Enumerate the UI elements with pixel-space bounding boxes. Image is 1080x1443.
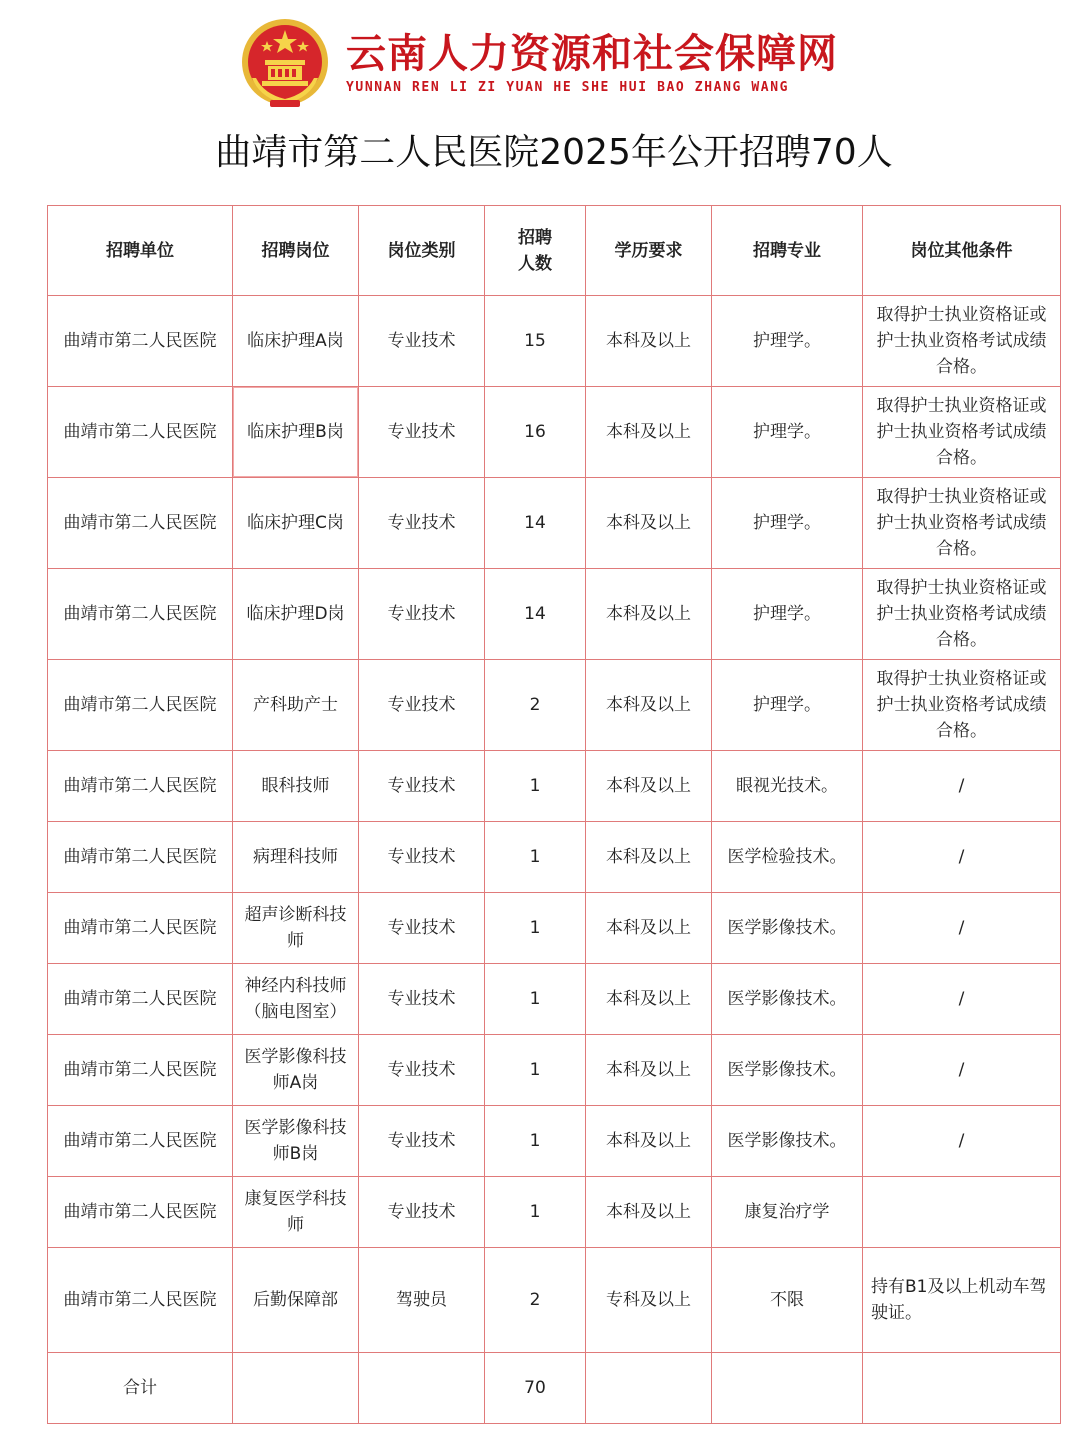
total-empty-post	[233, 1353, 359, 1424]
cell-major: 医学影像技术。	[712, 1106, 863, 1177]
cell-education: 专科及以上	[586, 1248, 712, 1353]
table-row	[48, 822, 1061, 893]
cell-category: 专业技术	[359, 387, 485, 478]
cell-conditions: 取得护士执业资格证或护士执业资格考试成绩合格。	[863, 569, 1061, 660]
header-major: 招聘专业	[712, 206, 863, 296]
cell-post: 临床护理B岗	[233, 387, 359, 478]
cell-count: 2	[485, 1248, 586, 1353]
cell-post: 临床护理C岗	[233, 478, 359, 569]
cell-major: 护理学。	[712, 387, 863, 478]
table-row	[48, 751, 1061, 822]
cell-conditions: 持有B1及以上机动车驾驶证。	[863, 1248, 1061, 1353]
cell-category: 专业技术	[359, 1035, 485, 1106]
cell-count: 2	[485, 660, 586, 751]
cell-unit: 曲靖市第二人民医院	[48, 751, 233, 822]
cell-education: 本科及以上	[586, 822, 712, 893]
cell-major: 眼视光技术。	[712, 751, 863, 822]
cell-education: 本科及以上	[586, 478, 712, 569]
header-category: 岗位类别	[359, 206, 485, 296]
recruitment-table	[47, 205, 1061, 1424]
total-empty-category	[359, 1353, 485, 1424]
cell-conditions: 取得护士执业资格证或护士执业资格考试成绩合格。	[863, 387, 1061, 478]
cell-category: 专业技术	[359, 1177, 485, 1248]
cell-major: 医学影像技术。	[712, 1035, 863, 1106]
total-label: 合计	[48, 1353, 233, 1424]
table-row	[48, 1106, 1061, 1177]
table-row	[48, 1177, 1061, 1248]
cell-conditions: /	[863, 822, 1061, 893]
cell-category: 专业技术	[359, 822, 485, 893]
site-pinyin: YUNNAN REN LI ZI YUAN HE SHE HUI BAO ZHANG WANG	[346, 80, 790, 95]
cell-education: 本科及以上	[586, 1177, 712, 1248]
cell-category: 专业技术	[359, 1106, 485, 1177]
masthead	[0, 0, 1080, 112]
header-education: 学历要求	[586, 206, 712, 296]
site-name: 云南人力资源和社会保障网	[346, 30, 838, 77]
cell-conditions	[863, 1177, 1061, 1248]
header-unit: 招聘单位	[48, 206, 233, 296]
cell-count: 1	[485, 1035, 586, 1106]
cell-major: 医学影像技术。	[712, 964, 863, 1035]
cell-major: 护理学。	[712, 569, 863, 660]
cell-unit: 曲靖市第二人民医院	[48, 478, 233, 569]
cell-category: 专业技术	[359, 296, 485, 387]
cell-unit: 曲靖市第二人民医院	[48, 387, 233, 478]
cell-unit: 曲靖市第二人民医院	[48, 893, 233, 964]
cell-major: 护理学。	[712, 478, 863, 569]
cell-count: 1	[485, 964, 586, 1035]
national-emblem-icon	[240, 16, 330, 108]
cell-unit: 曲靖市第二人民医院	[48, 660, 233, 751]
cell-count: 14	[485, 478, 586, 569]
cell-conditions: 取得护士执业资格证或护士执业资格考试成绩合格。	[863, 660, 1061, 751]
cell-major: 康复治疗学	[712, 1177, 863, 1248]
table-row	[48, 893, 1061, 964]
total-empty-conditions	[863, 1353, 1061, 1424]
cell-post: 医学影像科技师B岗	[233, 1106, 359, 1177]
cell-education: 本科及以上	[586, 1106, 712, 1177]
cell-count: 1	[485, 822, 586, 893]
total-empty-major	[712, 1353, 863, 1424]
cell-education: 本科及以上	[586, 751, 712, 822]
table-total-row	[48, 1353, 1061, 1424]
cell-major: 护理学。	[712, 660, 863, 751]
cell-unit: 曲靖市第二人民医院	[48, 1248, 233, 1353]
cell-education: 本科及以上	[586, 964, 712, 1035]
cell-unit: 曲靖市第二人民医院	[48, 296, 233, 387]
cell-post: 医学影像科技师A岗	[233, 1035, 359, 1106]
cell-count: 1	[485, 1177, 586, 1248]
table-row	[48, 964, 1061, 1035]
cell-category: 驾驶员	[359, 1248, 485, 1353]
table-row	[48, 569, 1061, 660]
table-row	[48, 1248, 1061, 1353]
cell-conditions: 取得护士执业资格证或护士执业资格考试成绩合格。	[863, 478, 1061, 569]
table-header-row	[48, 206, 1061, 296]
cell-unit: 曲靖市第二人民医院	[48, 1177, 233, 1248]
cell-conditions: 取得护士执业资格证或护士执业资格考试成绩合格。	[863, 296, 1061, 387]
cell-category: 专业技术	[359, 751, 485, 822]
cell-post: 眼科技师	[233, 751, 359, 822]
header-conditions: 岗位其他条件	[863, 206, 1061, 296]
cell-post: 病理科技师	[233, 822, 359, 893]
cell-unit: 曲靖市第二人民医院	[48, 964, 233, 1035]
cell-post: 后勤保障部	[233, 1248, 359, 1353]
cell-education: 本科及以上	[586, 387, 712, 478]
cell-unit: 曲靖市第二人民医院	[48, 1106, 233, 1177]
cell-post: 超声诊断科技师	[233, 893, 359, 964]
cell-count: 14	[485, 569, 586, 660]
cell-education: 本科及以上	[586, 569, 712, 660]
cell-unit: 曲靖市第二人民医院	[48, 569, 233, 660]
total-count: 70	[485, 1353, 586, 1424]
cell-post: 神经内科技师（脑电图室）	[233, 964, 359, 1035]
cell-count: 16	[485, 387, 586, 478]
cell-post: 临床护理A岗	[233, 296, 359, 387]
cell-major: 不限	[712, 1248, 863, 1353]
cell-major: 护理学。	[712, 296, 863, 387]
table-row	[48, 296, 1061, 387]
cell-education: 本科及以上	[586, 296, 712, 387]
header-count: 招聘 人数	[485, 206, 586, 296]
cell-category: 专业技术	[359, 964, 485, 1035]
cell-unit: 曲靖市第二人民医院	[48, 1035, 233, 1106]
cell-count: 1	[485, 751, 586, 822]
page-title: 曲靖市第二人民医院2025年公开招聘70人	[215, 132, 893, 173]
cell-count: 15	[485, 296, 586, 387]
table-row	[48, 1035, 1061, 1106]
header-post: 招聘岗位	[233, 206, 359, 296]
cell-post: 产科助产士	[233, 660, 359, 751]
cell-major: 医学检验技术。	[712, 822, 863, 893]
table-row	[48, 478, 1061, 569]
table-row	[48, 387, 1061, 478]
cell-conditions: /	[863, 893, 1061, 964]
cell-category: 专业技术	[359, 478, 485, 569]
cell-conditions: /	[863, 1106, 1061, 1177]
table-row	[48, 660, 1061, 751]
cell-conditions: /	[863, 751, 1061, 822]
cell-category: 专业技术	[359, 569, 485, 660]
cell-category: 专业技术	[359, 893, 485, 964]
cell-education: 本科及以上	[586, 893, 712, 964]
cell-major: 医学影像技术。	[712, 893, 863, 964]
cell-education: 本科及以上	[586, 660, 712, 751]
cell-unit: 曲靖市第二人民医院	[48, 822, 233, 893]
total-empty-education	[586, 1353, 712, 1424]
cell-education: 本科及以上	[586, 1035, 712, 1106]
cell-post: 临床护理D岗	[233, 569, 359, 660]
cell-category: 专业技术	[359, 660, 485, 751]
cell-count: 1	[485, 893, 586, 964]
cell-count: 1	[485, 1106, 586, 1177]
cell-conditions: /	[863, 1035, 1061, 1106]
cell-conditions: /	[863, 964, 1061, 1035]
cell-post: 康复医学科技师	[233, 1177, 359, 1248]
